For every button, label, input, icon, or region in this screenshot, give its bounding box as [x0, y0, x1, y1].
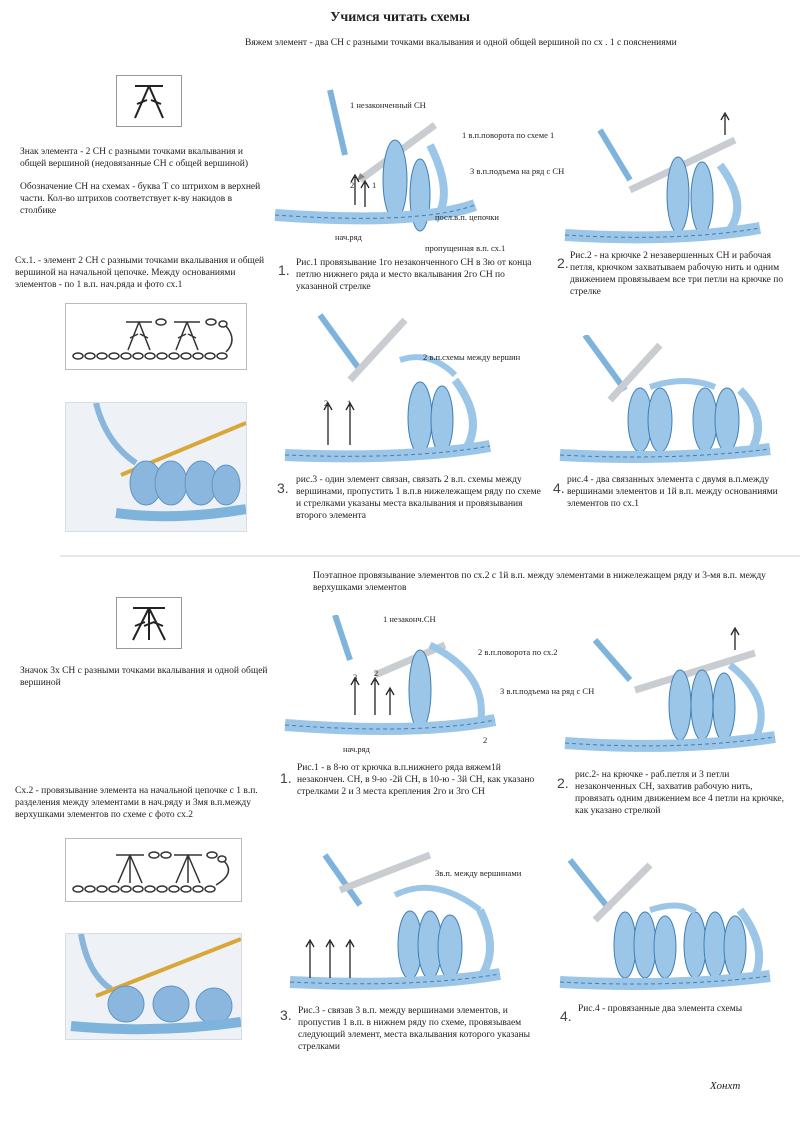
section1-symbol-note: Обозначение СН на схемах - буква Т со штрихом в верхней части. Кол-во штрихов соответствует к-ву накидов в столбике	[20, 182, 261, 216]
s1-fig3-arrow-1: 1	[347, 398, 352, 408]
scheme2-chart	[65, 838, 242, 902]
s2-fig1-label-2: 3 в.п.подъема на ряд с СН	[500, 686, 595, 696]
symbol-3dc-icon	[117, 598, 181, 648]
s1-fig1-label-0: 1 незаконченный СН	[350, 100, 426, 110]
s1-fig1-label-5: пропущенная в.п. сх.1	[425, 243, 506, 253]
s1-fig3-label-0: 2 в.п.схемы между вершин	[423, 352, 521, 362]
s1-fig2-number: 2.	[557, 255, 569, 271]
s1-fig2-illustration	[560, 110, 795, 250]
section1-header: Вяжем элемент - два СН с разными точками вкалывания и одной общей вершиной по сх . 1 с пояснениями	[245, 38, 677, 48]
s2-fig1-arrow-2: 2	[374, 668, 379, 678]
s2-fig1-label-0: 1 незаконч.СН	[383, 614, 436, 624]
section1-scheme-desc: Сх.1. - элемент 2 СН с разными точками вкалывания и общей вершиной на начальной цепочке. Между основаниями элементов - по 1 в.п. нач.ряда и фото сх.1	[15, 256, 265, 290]
s1-fig3-arrow-2: 2	[324, 398, 329, 408]
scheme2-photo	[65, 933, 242, 1040]
s2-fig3-number: 3.	[280, 1007, 292, 1023]
s1-fig1-label-2: 3 в.п.подъема на ряд с СН	[470, 166, 565, 176]
s2-fig1-number: 1.	[280, 770, 292, 786]
s2-fig1-arrow-3: 3	[353, 672, 358, 682]
s1-fig4-illustration	[555, 335, 795, 470]
s1-fig1-label-3: посл.в.п. цепочки	[435, 212, 499, 222]
s2-fig4-illustration	[555, 850, 795, 1000]
scheme1-photo	[65, 402, 247, 532]
s1-fig1-label-1: 1 в.п.поворота по схеме 1	[462, 130, 555, 140]
s2-fig3-caption: Рис.3 - связав 3 в.п. между вершинами элементов, и пропустив 1 в.п. в нижнем ряду по схеме, провязываем следующий элемент, места вкалывания которого указаны стрелками	[298, 1006, 531, 1052]
s1-fig3-illustration	[280, 310, 540, 470]
symbol-3dc-box	[116, 597, 182, 649]
section-divider	[60, 555, 800, 557]
s2-fig2-caption: рис.2- на крючке - раб.петля и 3 петли незаконченных СН, захватив рабочую нить, провязать одним движением все 4 петли на крючке, как указано стрелкой	[575, 770, 785, 816]
s1-fig1-arrow-1: 1	[372, 180, 377, 190]
s1-fig1-caption: Рис.1 провязывание 1го незаконченного СН в 3ю от конца петлю нижнего ряда и место вкалывания 2го СН по указанной стрелке	[296, 258, 532, 292]
scheme1-chart	[65, 303, 247, 370]
s1-fig1-label-4: нач.ряд	[335, 232, 362, 242]
s1-fig2-caption: Рис.2 - на крючке 2 незавершенных СН и рабочая петля, крючком захватываем рабочую нить и одним движением провязываем все три петли на крючке по стрелке	[570, 251, 784, 297]
s2-fig1-label-3: нач.ряд	[343, 744, 370, 754]
symbol-2dc-box	[116, 75, 182, 127]
s2-fig4-caption: Рис.4 - провязанные два элемента схемы	[578, 1004, 743, 1014]
section2-symbol-desc: Значок 3х СН с разными точками вкалывания и одной общей вершиной	[20, 666, 268, 688]
symbol-2dc-icon	[117, 76, 181, 126]
s2-fig4-number: 4.	[560, 1008, 572, 1024]
s2-fig1-label-1: 2 в.п.поворота по сх.2	[478, 647, 558, 657]
section2-header: Поэтапное провязывание элементов по сх.2 с 1й в.п. между элементами в нижележащем ряду и 3-мя в.п. между верхушками элементов	[313, 571, 766, 593]
s2-fig2-illustration	[560, 625, 795, 765]
s1-fig4-caption: рис.4 - два связанных элемента с двумя в.п.между вершинами элементов и 1й в.п. между основаниями элементов по сх.1	[567, 475, 778, 509]
author-signature: Хонхт	[710, 1080, 741, 1092]
s2-fig1-caption: Рис.1 - в 8-ю от крючка в.п.нижнего ряда вяжем1й незакончен. СН, в 9-ю -2й СН, в 10-ю - 3й СН, как указано стрелками 2 и 3 места крепления 2го и 3го СН	[297, 763, 535, 797]
s1-fig1-number: 1.	[278, 262, 290, 278]
s1-fig3-caption: рис.3 - один элемент связан, связать 2 в.п. схемы между вершинами, пропустить 1 в.п.в нижележащем ряду по схеме и стрелками указаны места вкалывания и провязывания второго элемента	[296, 475, 541, 521]
s2-fig2-number: 2.	[557, 775, 569, 791]
section1-symbol-desc: Знак элемента - 2 СН с разными точками вкалывания и общей вершиной (недовязанные СН с общей вершиной)	[20, 147, 249, 169]
s1-fig4-number: 4.	[553, 480, 565, 496]
page-title: Учимся читать схемы	[330, 10, 470, 25]
s2-fig1-label-4: 2	[483, 735, 488, 745]
s2-fig3-label-0: 3в.п. между вершинами	[435, 868, 522, 878]
section2-scheme-desc: Сх.2 - провязывание элемента на начальной цепочке с 1 в.п. разделения между элементами в нач.ряду и 3мя в.п.между верхушками элементов по схеме с фото сх.2	[15, 786, 258, 820]
s1-fig1-arrow-2: 2	[350, 180, 355, 190]
s1-fig3-number: 3.	[277, 480, 289, 496]
